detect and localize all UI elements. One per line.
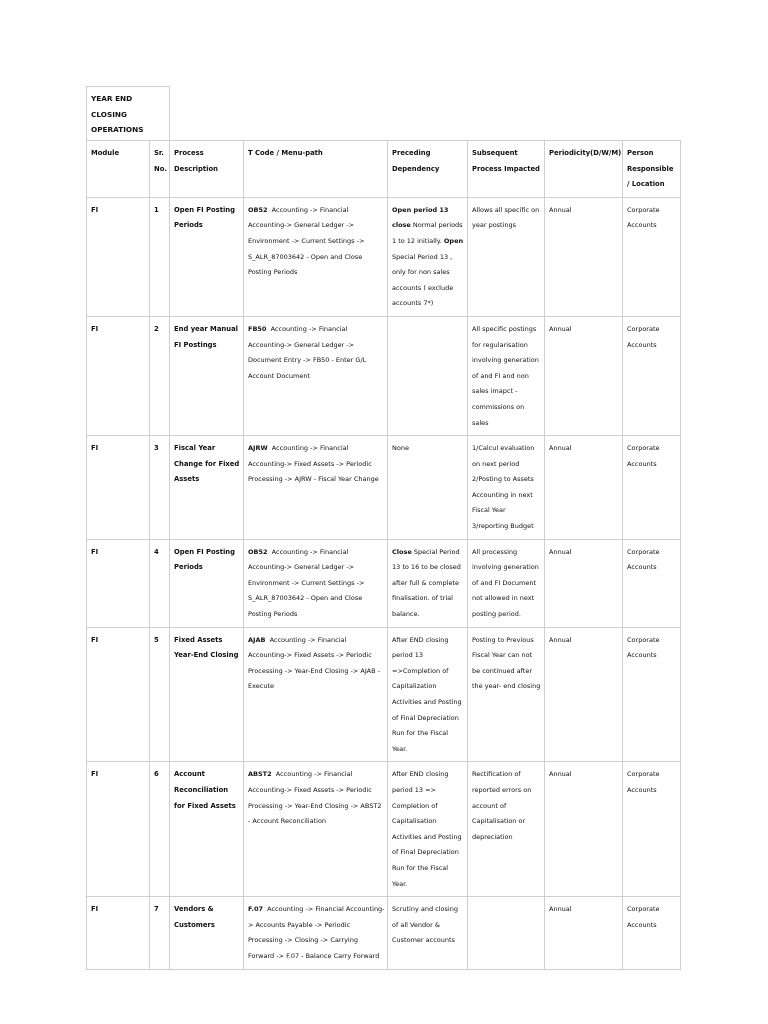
process-cell: End year Manual FI Postings (170, 316, 244, 435)
person-cell: Corporate Accounts (623, 316, 681, 435)
process-cell: Vendors & Customers (170, 897, 244, 969)
sr-cell: 4 (150, 539, 170, 627)
closing-operations-table (86, 140, 681, 970)
table-row (87, 436, 681, 540)
header-module: Module (87, 141, 150, 198)
subsequent-cell: All processing involving generation of and FI Document not allowed in next posting period. (468, 539, 545, 627)
process-cell: Open FI Posting Periods (170, 197, 244, 316)
title-line: YEAR END (91, 94, 133, 103)
module-cell: FI (87, 762, 150, 897)
periodicity-cell: Annual (545, 762, 623, 897)
tcode-code: OB52 (248, 547, 268, 556)
tcode-code: AJAB (248, 635, 266, 644)
document-title (86, 86, 170, 140)
tcode-cell (244, 197, 388, 316)
header-process: Process Description (170, 141, 244, 198)
person-cell: Corporate Accounts (623, 897, 681, 969)
tcode-cell (244, 627, 388, 762)
person-cell: Corporate Accounts (623, 197, 681, 316)
tcode-path: Accounting -> Financial Accounting-> General Ledger -> Environment -> Current Settings -> S_ALR_87003642 - Open and Close Posting Periods (248, 205, 365, 277)
preceding-cell (388, 897, 468, 969)
title-line: OPERATIONS (91, 125, 144, 135)
tcode-cell (244, 897, 388, 969)
table-row (87, 197, 681, 316)
module-cell: FI (87, 627, 150, 762)
header-sr-no: Sr. No. (150, 141, 170, 198)
header-subsequent: Subsequent Process Impacted (468, 141, 545, 198)
title-line: CLOSING (91, 109, 128, 119)
tcode-code: F.07 (248, 905, 263, 914)
table-row (87, 627, 681, 762)
subsequent-cell: 1/Calcul evaluation on next period 2/Posting to Assets Accounting in next Fiscal Year 3/reporting Budget (468, 436, 545, 540)
person-cell: Corporate Accounts (623, 436, 681, 540)
sr-cell: 5 (150, 627, 170, 762)
subsequent-cell: All specific postings for regularisation involving generation of and FI and non sales imapct -commissions on sales (468, 316, 545, 435)
periodicity-cell: Annual (545, 197, 623, 316)
sr-cell: 2 (150, 316, 170, 435)
tcode-cell (244, 539, 388, 627)
periodicity-cell: Annual (545, 539, 623, 627)
process-cell: Open FI Posting Periods (170, 539, 244, 627)
sr-cell: 3 (150, 436, 170, 540)
periodicity-cell: Annual (545, 436, 623, 540)
preceding-cell (388, 197, 468, 316)
preceding-bold: Close (392, 547, 412, 556)
preceding-text: Special Period 13 to 16 to be closed after full & complete finalisation. of trial balance. (392, 547, 461, 619)
preceding-text: Scrutiny and closing of all Vendor & Customer accounts (392, 905, 458, 945)
tcode-code: FB50 (248, 324, 267, 333)
header-person: Person Responsible / Location (623, 141, 681, 198)
preceding-cell (388, 539, 468, 627)
sr-cell: 1 (150, 197, 170, 316)
preceding-bold: Open (443, 236, 464, 245)
process-cell: Account Reconciliation for Fixed Assets (170, 762, 244, 897)
table-row (87, 316, 681, 435)
tcode-cell (244, 436, 388, 540)
preceding-text: None (392, 444, 409, 453)
preceding-cell (388, 762, 468, 897)
periodicity-cell: Annual (545, 627, 623, 762)
tcode-cell (244, 316, 388, 435)
tcode-code: OB52 (248, 205, 268, 214)
preceding-text: After END closing period 13 =>Completion of Capitalization Activities and Posting of Final Depreciation Run for the Fiscal Year. (392, 635, 462, 753)
module-cell: FI (87, 897, 150, 969)
tcode-path: Accounting -> Financial Accounting-> Fixed Assets -> Periodic Processing -> Year-End Closing -> ABST2 - Account Reconciliation (248, 770, 382, 826)
header-tcode: T Code / Menu-path (244, 141, 388, 198)
header-preceding: Preceding Dependency (388, 141, 468, 198)
tcode-path: Accounting -> Financial Accounting-> General Ledger -> Document Entry -> FB50 - Enter G/L Account Document (248, 324, 367, 380)
preceding-text: After END closing period 13 => Completion of Capitalisation Activities and Posting of Final Depreciation Run for the Fiscal Year. (392, 770, 462, 888)
table-row (87, 762, 681, 897)
tcode-cell (244, 762, 388, 897)
table-row (87, 539, 681, 627)
sr-cell: 6 (150, 762, 170, 897)
module-cell: FI (87, 316, 150, 435)
tcode-code: ABST2 (248, 770, 272, 779)
preceding-cell (388, 627, 468, 762)
person-cell: Corporate Accounts (623, 627, 681, 762)
person-cell: Corporate Accounts (623, 762, 681, 897)
tcode-code: AJRW (248, 444, 268, 453)
process-cell: Fixed Assets Year-End Closing (170, 627, 244, 762)
module-cell: FI (87, 436, 150, 540)
preceding-text: Normal periods 1 to 12 initially. (392, 221, 463, 245)
tcode-path: Accounting -> Financial Accounting-> Fixed Assets -> Periodic Processing -> AJRW - Fiscal Year Change (248, 444, 379, 484)
sr-cell: 7 (150, 897, 170, 969)
process-cell: Fiscal Year Change for Fixed Assets (170, 436, 244, 540)
table-header-row (87, 141, 681, 198)
tcode-path: Accounting -> Financial Accounting-> Accounts Payable -> Periodic Processing -> Closing -> Carrying Forward -> F.07 - Balance Carry Forward (248, 905, 385, 960)
module-cell: FI (87, 197, 150, 316)
preceding-text: Special Period 13 , only for non sales accounts ( exclude accounts 7*) (392, 252, 454, 308)
preceding-bold: Open period 13 close (392, 205, 449, 230)
subsequent-cell: Posting to Previous Fiscal Year can not be continued after the year- end closing (468, 627, 545, 762)
periodicity-cell: Annual (545, 897, 623, 969)
periodicity-cell: Annual (545, 316, 623, 435)
preceding-cell (388, 436, 468, 540)
module-cell: FI (87, 539, 150, 627)
preceding-cell (388, 316, 468, 435)
table-row (87, 897, 681, 969)
subsequent-cell: Allows all specific on year postings (468, 197, 545, 316)
person-cell: Corporate Accounts (623, 539, 681, 627)
header-periodicity: Periodicity(D/W/M) (545, 141, 623, 198)
tcode-path: Accounting -> Financial Accounting-> Fixed Assets -> Periodic Processing -> Year-End Closing -> AJAB - Execute (248, 635, 380, 691)
document-page (86, 86, 680, 970)
subsequent-cell (468, 897, 545, 969)
tcode-path: Accounting -> Financial Accounting-> General Ledger -> Environment -> Current Settings -> S_ALR_87003642 - Open and Close Posting Periods (248, 547, 365, 619)
subsequent-cell: Rectification of reported errors on account of Capitalisation or depreciation (468, 762, 545, 897)
